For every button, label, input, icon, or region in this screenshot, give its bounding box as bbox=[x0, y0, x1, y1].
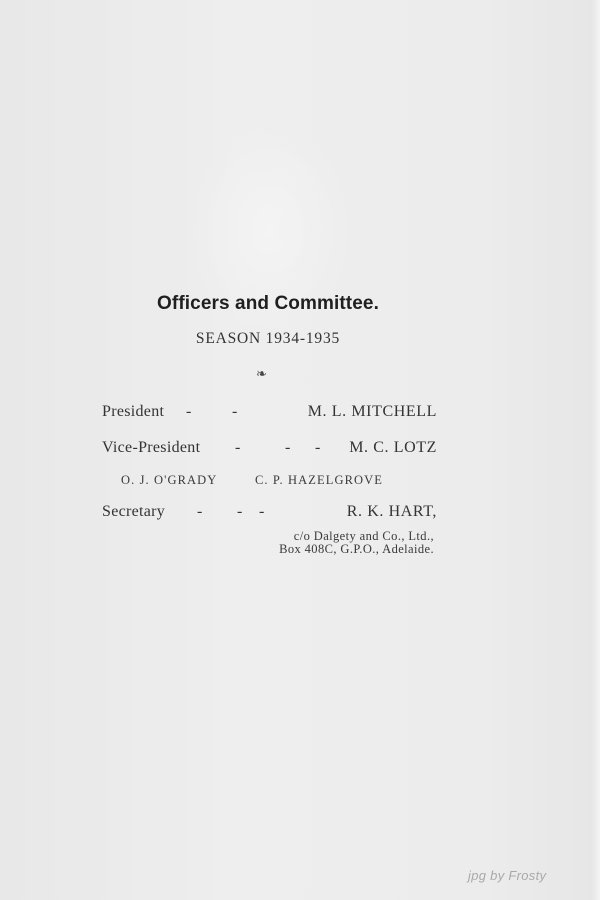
page-edge bbox=[592, 0, 600, 900]
separator-dash: - bbox=[197, 503, 203, 520]
committee-members bbox=[121, 473, 384, 488]
separator-dash: - bbox=[232, 403, 238, 420]
separator-dash: - bbox=[186, 403, 192, 420]
page-title: Officers and Committee. bbox=[157, 293, 379, 314]
president-role: President bbox=[102, 403, 165, 420]
separator-dash: - bbox=[285, 439, 291, 456]
vice-president-name: M. C. LOTZ bbox=[349, 439, 437, 456]
secretary-address-line: Box 408C, G.P.O., Adelaide. bbox=[279, 542, 434, 556]
separator-dash: - bbox=[315, 439, 321, 456]
fleuron-icon: ❧ bbox=[256, 366, 267, 381]
separator-dash: - bbox=[259, 503, 265, 520]
committee-member: C. P. HAZELGROVE bbox=[255, 473, 384, 487]
scan-credit-watermark: jpg by Frosty bbox=[468, 868, 547, 883]
separator-dash: - bbox=[235, 439, 241, 456]
secretary-role: Secretary bbox=[102, 503, 166, 520]
secretary-name: R. K. HART, bbox=[346, 503, 437, 520]
committee-member: O. J. O'GRADY bbox=[121, 473, 218, 487]
season-label: SEASON 1934-1935 bbox=[195, 330, 341, 347]
separator-dash: - bbox=[237, 503, 243, 520]
secretary-address-line: c/o Dalgety and Co., Ltd., bbox=[293, 529, 434, 543]
president-name: M. L. MITCHELL bbox=[307, 403, 437, 420]
vice-president-role: Vice-President bbox=[102, 439, 201, 456]
